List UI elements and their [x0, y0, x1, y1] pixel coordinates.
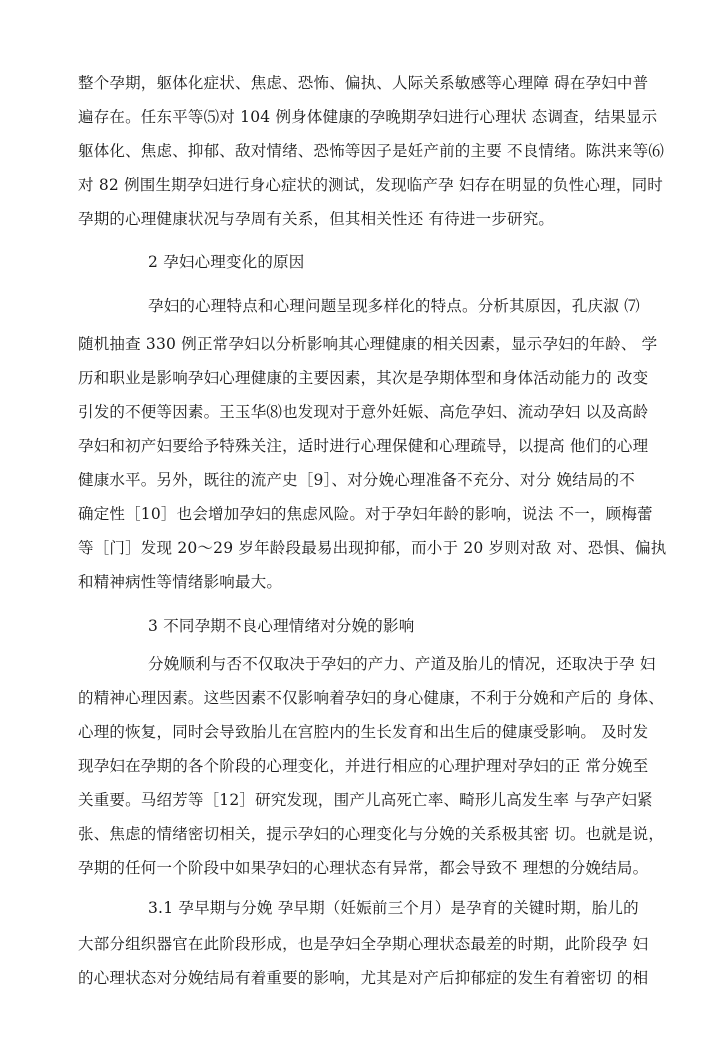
text-line: 孕妇的心理特点和心理问题呈现多样化的特点。分析其原因，孔庆淑 ⑺	[148, 297, 640, 315]
text-line: 历和职业是影响孕妇心理健康的主要因素，其次是孕期体型和身体活动能力的 改变	[78, 369, 649, 387]
text-line: 随机抽查 330 例正常孕妇以分析影响其心理健康的相关因素，显示孕妇的年龄、 学	[78, 335, 658, 353]
text-line: 分娩顺利与否不仅取决于孕妇的产力、产道及胎儿的情况，还取决于孕 妇	[148, 655, 656, 673]
text-line: 等［门］发现 20〜29 岁年龄段最易出现抑郁，而小于 20 岁则对敌 对、恐惧、偏执	[78, 539, 667, 557]
text-line: 的精神心理因素。这些因素不仅影响着孕妇的身心健康，不利于分娩和产后的 身体、	[78, 689, 665, 707]
text-line: 大部分组织器官在此阶段形成，也是孕妇全孕期心理状态最差的时期，此阶段孕 妇	[78, 935, 649, 953]
text-line: 确定性［10］也会增加孕妇的焦虑风险。对于孕妇年龄的影响，说法 不一，顾梅蕾	[78, 505, 653, 523]
text-line: 心理的恢复，同时会导致胎儿在宫腔内的生长发育和出生后的健康受影响。 及时发	[78, 723, 649, 741]
text-line: 对 82 例围生期孕妇进行身心症状的测试，发现临产孕 妇存在明显的负性心理，同时	[78, 176, 664, 194]
section-heading: 2 孕妇心理变化的原因	[148, 253, 305, 271]
text-line: 现孕妇在孕期的各个阶段的心理变化，并进行相应的心理护理对孕妇的正 常分娩至	[78, 757, 649, 775]
text-line: 孕期的心理健康状况与孕周有关系，但其相关性还 有待进一步研究。	[78, 210, 555, 228]
text-line: 孕期的任何一个阶段中如果孕妇的心理状态有异常，都会导致不 理想的分娩结局。	[78, 859, 649, 877]
text-line: 关重要。马绍芳等［12］研究发现，围产儿高死亡率、畸形儿高发生率 与孕产妇紧	[78, 791, 653, 809]
text-line: 的心理状态对分娩结局有着重要的影响，尤其是对产后抑郁症的发生有着密切 的相	[78, 969, 649, 987]
section-heading: 3 不同孕期不良心理情绪对分娩的影响	[148, 617, 415, 635]
text-line: 引发的不便等因素。王玉华⑻也发现对于意外妊娠、高危孕妇、流动孕妇 以及高龄	[78, 403, 649, 421]
text-line: 躯体化、焦虑、抑郁、敌对情绪、恐怖等因子是妊产前的主要 不良情绪。陈洪来等⑹	[78, 142, 665, 160]
subsection-line: 3.1 孕早期与分娩 孕早期（妊娠前三个月）是孕育的关键时期，胎儿的	[148, 899, 639, 917]
text-line: 孕妇和初产妇要给予特殊关注，适时进行心理保健和心理疏导，以提高 他们的心理	[78, 437, 649, 455]
text-line: 张、焦虑的情绪密切相关，提示孕妇的心理变化与分娩的关系极其密 切。也就是说，	[78, 825, 665, 843]
text-line: 遍存在。任东平等⑸对 104 例身体健康的孕晚期孕妇进行心理状 态调查，结果显示	[78, 108, 658, 126]
text-line: 健康水平。另外，既往的流产史［9］、对分娩心理准备不充分、对分 娩结局的不	[78, 471, 635, 489]
text-line: 和精神病性等情绪影响最大。	[78, 573, 283, 591]
text-line: 整个孕期，躯体化症状、焦虑、恐怖、偏执、人际关系敏感等心理障 碍在孕妇中普	[78, 74, 649, 92]
